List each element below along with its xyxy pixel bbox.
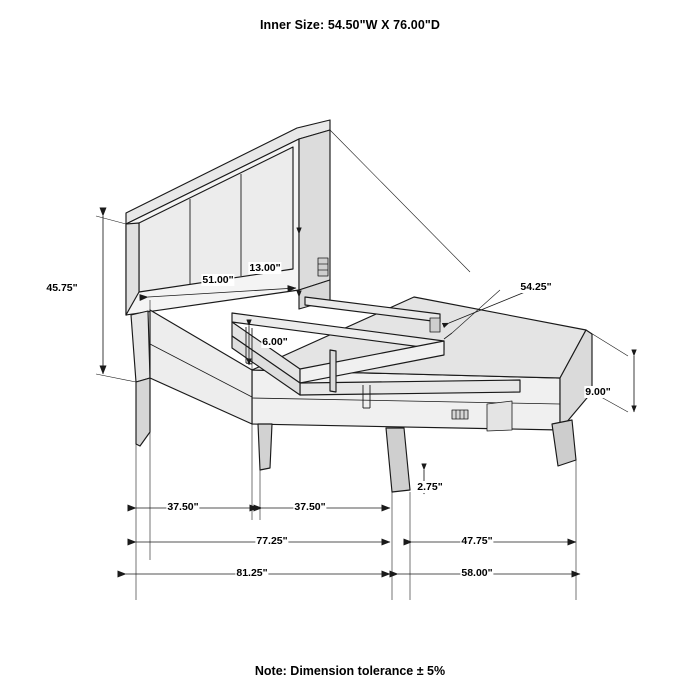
dimension-label-leg-to-center-right: 37.50" [294,501,326,513]
dimension-label-overall-depth: 58.00" [461,567,493,579]
dimension-label-rail-length: 54.25" [520,281,552,293]
tolerance-note: Note: Dimension tolerance ± 5% [254,664,446,678]
dimension-label-headboard-height: 45.75" [46,282,78,294]
dimension-label-slat-clearance: 6.00" [262,336,288,348]
bed-illustration [126,120,592,492]
dimension-label-leg-to-center-left: 37.50" [167,501,199,513]
page-title: Inner Size: 54.50"W X 76.00"D [259,18,441,32]
dimension-label-overall-length: 81.25" [236,567,268,579]
dimension-label-headboard-width: 51.00" [202,274,234,286]
dimension-label-overall-inner-length: 77.25" [256,535,288,547]
dimension-label-headboard-panel-drop: 13.00" [249,262,281,274]
dimension-label-side-depth: 47.75" [461,535,493,547]
dimension-label-side-rail-height: 9.00" [585,386,611,398]
dimension-label-floor-clearance: 2.75" [417,481,443,493]
